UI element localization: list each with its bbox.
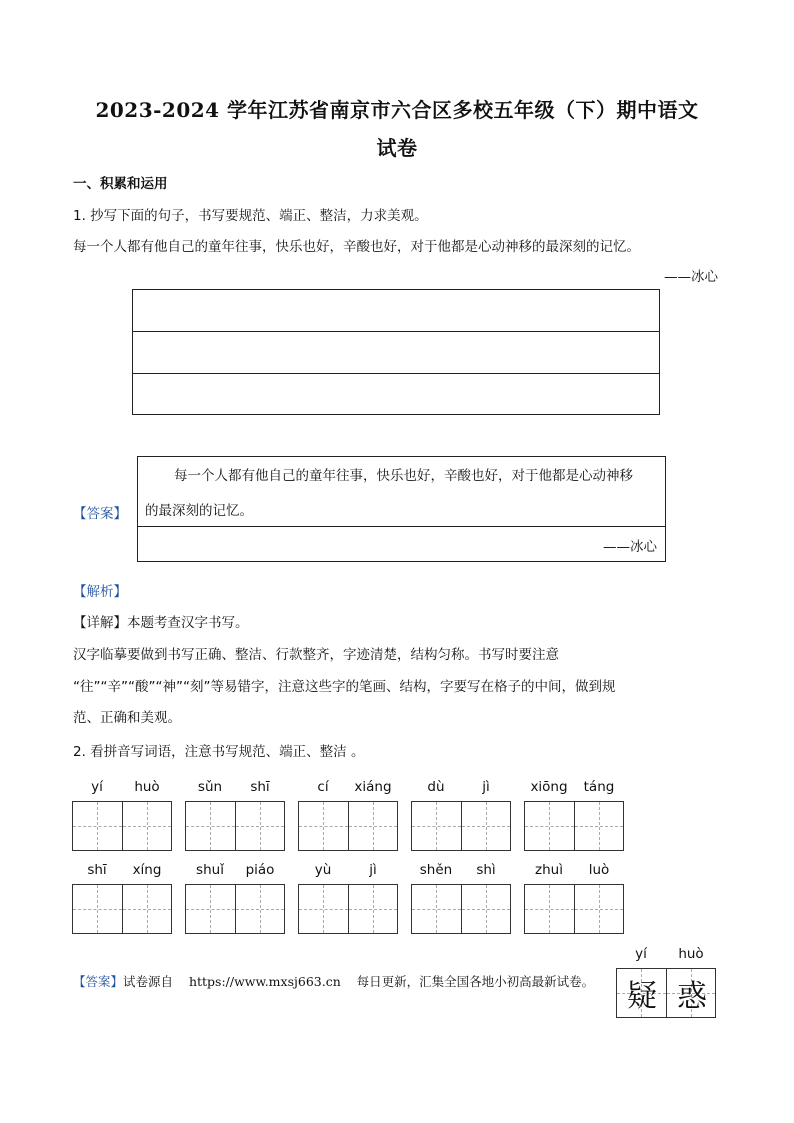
- character-cell[interactable]: [73, 802, 122, 850]
- character-cell[interactable]: [186, 802, 235, 850]
- pinyin-label: zhuì: [535, 862, 563, 878]
- pinyin-label: yí: [635, 946, 647, 962]
- pinyin-label: xíng: [132, 862, 162, 878]
- pinyin-word-group: [72, 779, 172, 851]
- pinyin-label: cí: [317, 779, 329, 795]
- answer-character-cell: [617, 969, 666, 1017]
- character-cell[interactable]: [186, 885, 235, 933]
- question-1-sentence: 每一个人都有他自己的童年往事，快乐也好，辛酸也好，对于他都是心动神移的最深刻的记忆。: [73, 239, 640, 255]
- pinyin-word-group: [524, 779, 624, 851]
- question-1-author: ——冰心: [664, 269, 718, 285]
- character-cell[interactable]: [235, 885, 284, 933]
- pinyin-word-group: [298, 862, 398, 934]
- pinyin-label: jì: [482, 779, 490, 795]
- character-cell[interactable]: [574, 802, 623, 850]
- writing-line[interactable]: [133, 374, 659, 416]
- character-cell[interactable]: [525, 885, 574, 933]
- section-heading: 一、积累和运用: [73, 176, 168, 192]
- character-cell[interactable]: [574, 885, 623, 933]
- character-cell[interactable]: [412, 802, 461, 850]
- answer-source-text: 试卷源自: [123, 974, 174, 989]
- pinyin-word-group: [411, 862, 511, 934]
- detail-line-3: “往”“辛”“酸”“神”“刻”等易错字，注意这些字的笔画、结构，字要写在格子的中间，做到规: [73, 679, 616, 695]
- analysis-label: 【解析】: [73, 584, 127, 600]
- detail-line-4: 范、正确和美观。: [73, 710, 181, 726]
- pinyin-label: xiōng: [530, 779, 568, 795]
- character-cell[interactable]: [122, 885, 171, 933]
- source-url-link[interactable]: https://www.mxsj663.cn: [188, 974, 341, 989]
- character-cell[interactable]: [235, 802, 284, 850]
- answer-box: [137, 456, 666, 562]
- question-2-prompt: 2. 看拼音写词语，注意书写规范、端正、整洁 。: [73, 744, 365, 760]
- character-cell[interactable]: [122, 802, 171, 850]
- answer-text-line-2: 的最深刻的记忆。: [145, 503, 253, 519]
- answer-notice-text: 每日更新，汇集全国各地小初高最新试卷。: [356, 974, 595, 989]
- answer-author: ——冰心: [603, 539, 657, 555]
- character-cell[interactable]: [348, 885, 397, 933]
- pinyin-label: shī: [250, 779, 270, 795]
- question-2-answer-line: [73, 972, 594, 990]
- pinyin-label: sǔn: [197, 779, 223, 795]
- copy-writing-box[interactable]: [132, 289, 660, 415]
- detail-line-2: 汉字临摹要做到书写正确、整洁、行款整齐，字迹清楚，结构匀称。书写时要注意: [73, 647, 559, 663]
- pinyin-label: shěn: [419, 862, 453, 878]
- answer-character-cell: [666, 969, 715, 1017]
- answer-text-line-1: 每一个人都有他自己的童年往事，快乐也好，辛酸也好，对于他都是心动神移: [174, 468, 633, 484]
- pinyin-word-group: [185, 862, 285, 934]
- writing-line[interactable]: [133, 290, 659, 332]
- answer-character: 惑: [676, 979, 707, 1014]
- detail-line-1: 【详解】本题考查汉字书写。: [73, 615, 249, 631]
- document-title-line-2: 试卷: [376, 136, 418, 160]
- character-cell[interactable]: [461, 885, 510, 933]
- pinyin-label: xiáng: [354, 779, 392, 795]
- writing-line[interactable]: [133, 332, 659, 374]
- answer-label: 【答案】: [73, 506, 127, 522]
- pinyin-label: dù: [427, 779, 445, 795]
- pinyin-label: shì: [476, 862, 496, 878]
- pinyin-label: yí: [91, 779, 103, 795]
- pinyin-label: luò: [588, 862, 610, 878]
- pinyin-word-group: [524, 862, 624, 934]
- pinyin-label: huò: [134, 779, 160, 795]
- answer-label: 【答案】: [73, 974, 124, 989]
- character-cell[interactable]: [525, 802, 574, 850]
- answer-character-group: [616, 946, 716, 1018]
- pinyin-label: jì: [369, 862, 377, 878]
- pinyin-word-group: [411, 779, 511, 851]
- pinyin-label: yù: [314, 862, 332, 878]
- question-1-prompt: 1. 抄写下面的句子，书写要规范、端正、整洁，力求美观。: [73, 208, 428, 224]
- pinyin-label: piáo: [245, 862, 275, 878]
- pinyin-label: huò: [678, 946, 704, 962]
- pinyin-word-group: [72, 862, 172, 934]
- character-cell[interactable]: [299, 802, 348, 850]
- character-cell[interactable]: [73, 885, 122, 933]
- character-cell[interactable]: [299, 885, 348, 933]
- pinyin-label: táng: [583, 779, 615, 795]
- pinyin-label: shuǐ: [196, 862, 224, 878]
- character-cell[interactable]: [461, 802, 510, 850]
- answer-character: 疑: [627, 979, 657, 1014]
- document-title-line-1: 2023-2024 学年江苏省南京市六合区多校五年级（下）期中语文: [95, 98, 699, 122]
- character-cell[interactable]: [348, 802, 397, 850]
- pinyin-label: shī: [87, 862, 107, 878]
- pinyin-word-group: [185, 779, 285, 851]
- character-cell[interactable]: [412, 885, 461, 933]
- pinyin-word-group: [298, 779, 398, 851]
